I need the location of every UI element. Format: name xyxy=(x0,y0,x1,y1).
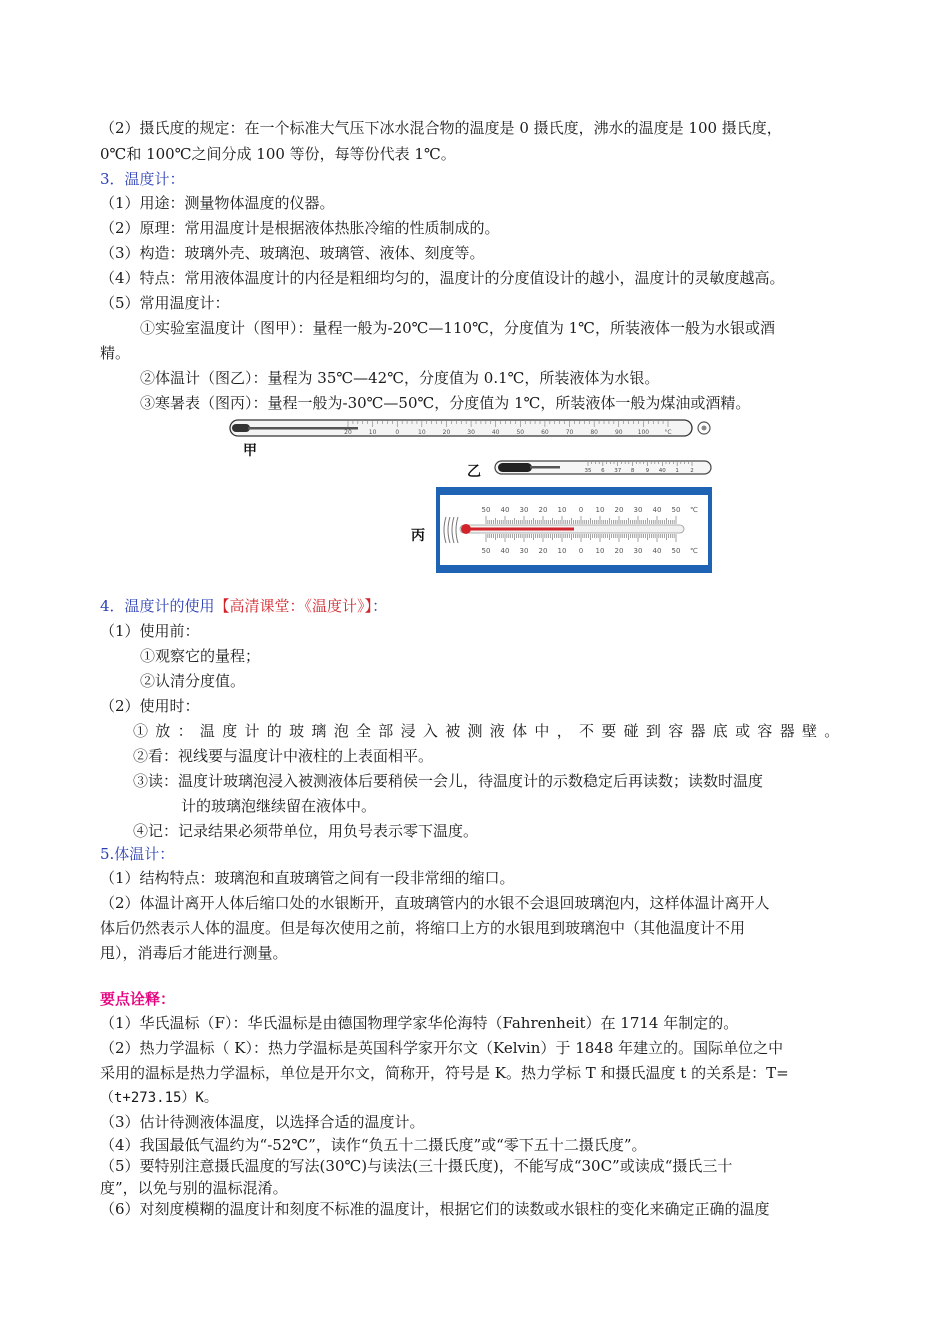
bing-scale-label-bottom: 20 xyxy=(538,547,548,555)
figure-label-jia: 甲 xyxy=(243,443,257,459)
figure-label-yi: 乙 xyxy=(467,464,481,480)
during-use-look: ②看：视线要与温度计中液柱的上表面相平。 xyxy=(133,747,434,765)
note-estimate: （3）估计待测液体温度，以选择合适的温度计。 xyxy=(100,1113,425,1131)
jia-scale-label: 0 xyxy=(395,429,400,436)
bing-scale-label-top: 0 xyxy=(578,506,584,514)
jia-scale-label: 60 xyxy=(541,429,549,436)
bing-unit-bottom: ℃ xyxy=(690,547,698,555)
jia-scale-label: 50 xyxy=(516,429,525,436)
lab-thermometer-line2: 精。 xyxy=(100,344,131,362)
during-use-put: ①放：温度计的玻璃泡全部浸入被测液体中，不要碰到容器底或容器壁。 xyxy=(133,722,847,740)
clinical-thermometer: ②体温计（图乙）：量程为 35℃—42℃，分度值为 0.1℃，所装液体为水银。 xyxy=(140,369,660,387)
bing-scale-label-top: 40 xyxy=(652,506,662,514)
section5-item2-line1: （2）体温计离开人体后缩口处的水银断开，直玻璃管内的水银不会退回玻璃泡内，这样体温计离开人 xyxy=(100,894,770,912)
jia-scale-label: 10 xyxy=(418,429,426,436)
note-blurred-scale: （6）对刻度模糊的温度计和刻度不标准的温度计，根据它们的读数或水银柱的变化来确定正确的温度 xyxy=(100,1200,770,1218)
during-use-record: ④记：记录结果必须带单位，用负号表示零下温度。 xyxy=(133,822,479,840)
bing-scale-label-top: 30 xyxy=(519,506,529,514)
section4-heading-link[interactable]: 【高清课堂：《温度计》】 xyxy=(214,597,373,615)
section4-heading-prefix: 4．温度计的使用 xyxy=(100,597,215,615)
during-use-read-line2: 计的玻璃泡继续留在液体中。 xyxy=(181,797,377,815)
during-use-title: （2）使用时： xyxy=(100,697,200,715)
jia-scale-label: 10 xyxy=(368,429,377,436)
yi-scale-label: 35 xyxy=(584,468,592,474)
before-use-item-range: ①观察它的量程； xyxy=(140,647,261,665)
bing-scale-label-bottom: 50 xyxy=(671,547,681,555)
yi-scale-label: 1 xyxy=(675,468,679,474)
yi-scale-label: 6 xyxy=(601,468,605,474)
weather-liquid-column xyxy=(466,528,574,531)
bing-scale-label-top: 50 xyxy=(481,506,491,514)
during-use-read-line1: ③读：温度计玻璃泡浸入被测液体后要稍侯一会儿，待温度计的示数稳定后再读数；读数时温度 xyxy=(133,772,764,790)
bing-scale-label-bottom: 20 xyxy=(614,547,624,555)
bing-scale-label-bottom: 30 xyxy=(519,547,529,555)
jia-scale-label: 90 xyxy=(614,429,623,436)
bing-scale-label-top: 10 xyxy=(595,506,605,514)
note-kelvin-line2: 采用的温标是热力学温标，单位是开尔文，简称开，符号是 K。热力学标 T 和摄氏温度 t 的关系是：T= xyxy=(100,1064,789,1082)
jia-scale-label: 20 xyxy=(442,429,451,436)
jia-scale-label: 20 xyxy=(344,429,352,436)
section5-item2-line3: 甩），消毒后才能进行测量。 xyxy=(100,944,288,962)
note-writing-line1: （5）要特别注意摄氏温度的写法(30℃)与读法(三十摄氏度)，不能写成“30C”或读成“摄氏三十 xyxy=(100,1157,733,1175)
note-writing-line2: 度”，以免与别的温标混淆。 xyxy=(100,1179,288,1197)
section3-item-structure: （3）构造：玻璃外壳、玻璃泡、玻璃管、液体、刻度等。 xyxy=(100,244,485,262)
section5-item2-line2: 体后仍然表示人体的温度。但是每次使用之前，将缩口上方的水银甩到玻璃泡中（其他温度计不用 xyxy=(100,919,746,937)
weather-thermometer-image xyxy=(436,487,712,573)
bing-scale-label-bottom: 10 xyxy=(595,547,605,555)
bing-scale-label-bottom: 50 xyxy=(481,547,491,555)
bing-scale-label-top: 40 xyxy=(500,506,510,514)
yi-scale-label: 40 xyxy=(658,468,666,474)
section3-item-principle: （2）原理：常用温度计是根据液体热胀冷缩的性质制成的。 xyxy=(100,219,500,237)
jia-scale-label: 40 xyxy=(491,429,500,436)
jia-scale-label: 70 xyxy=(565,429,574,436)
bing-unit-top: ℃ xyxy=(690,506,698,514)
celsius-def-line2: 0℃和 100℃之间分成 100 等份，每等份代表 1℃。 xyxy=(100,145,456,163)
jia-scale-label: °C xyxy=(664,429,672,436)
bing-scale-label-bottom: 10 xyxy=(557,547,567,555)
bing-scale-label-top: 30 xyxy=(633,506,643,514)
jia-scale-label: 100 xyxy=(637,429,650,436)
section5-heading: 5.体温计： xyxy=(100,845,175,863)
bing-scale-label-top: 10 xyxy=(557,506,567,514)
lab-thermometer-line1: ①实验室温度计（图甲）：量程一般为-20℃—110℃，分度值为 1℃，所装液体一般为水银或酒 xyxy=(140,319,775,337)
section3-item-common: （5）常用温度计： xyxy=(100,294,230,312)
bing-scale-label-top: 20 xyxy=(538,506,548,514)
section4-heading-suffix: ： xyxy=(372,597,388,615)
note-kelvin-line3: （t+273.15）K。 xyxy=(100,1090,218,1106)
bing-scale-label-bottom: 40 xyxy=(500,547,510,555)
bing-scale-label-bottom: 0 xyxy=(578,547,584,555)
celsius-def-line1: （2）摄氏度的规定：在一个标准大气压下冰水混合物的温度是 0 摄氏度，沸水的温度是 100 摄氏度， xyxy=(100,119,782,137)
before-use-item-division: ②认清分度值。 xyxy=(140,672,246,690)
figure-label-bing: 丙 xyxy=(411,528,425,544)
section3-item-feature: （4）特点：常用液体温度计的内径是粗细均匀的，温度计的分度值设计的越小，温度计的灵敏度越高。 xyxy=(100,269,785,287)
section4-heading xyxy=(100,595,387,617)
bing-scale-label-bottom: 30 xyxy=(633,547,643,555)
bing-scale-label-top: 20 xyxy=(614,506,624,514)
jia-scale-label: 80 xyxy=(590,429,598,436)
bing-scale-label-bottom: 40 xyxy=(652,547,662,555)
yi-scale-label: 37 xyxy=(614,468,622,474)
jia-scale-label: 30 xyxy=(467,429,475,436)
yi-scale-label: 9 xyxy=(645,468,650,474)
yi-scale-label: 8 xyxy=(630,468,635,474)
note-lowest-temp: （4）我国最低气温约为“-52℃”，读作“负五十二摄氏度”或“零下五十二摄氏度”。 xyxy=(100,1136,647,1154)
weather-thermometer: ③寒暑表（图丙）：量程一般为-30℃—50℃，分度值为 1℃，所装液体一般为煤油或酒精。 xyxy=(140,394,751,412)
section3-heading: 3．温度计： xyxy=(100,170,185,188)
before-use-title: （1）使用前： xyxy=(100,622,200,640)
notes-heading: 要点诠释： xyxy=(100,990,176,1008)
note-fahrenheit: （1）华氏温标（F）：华氏温标是由德国物理学家华伦海特（Fahrenheit）在 1714 年制定的。 xyxy=(100,1014,739,1032)
yi-scale-label: 2 xyxy=(690,468,694,474)
note-kelvin-line1: （2）热力学温标（ K）：热力学温标是英国科学家开尔文（Kelvin）于 1848 年建立的。国际单位之中 xyxy=(100,1039,784,1057)
bing-scale-label-top: 50 xyxy=(671,506,681,514)
section5-item1: （1）结构特点：玻璃泡和直玻璃管之间有一段非常细的缩口。 xyxy=(100,869,515,887)
lab-thermometer-image xyxy=(228,414,718,442)
section3-item-use: （1）用途：测量物体温度的仪器。 xyxy=(100,194,335,212)
clinical-thermometer-image xyxy=(492,454,718,480)
